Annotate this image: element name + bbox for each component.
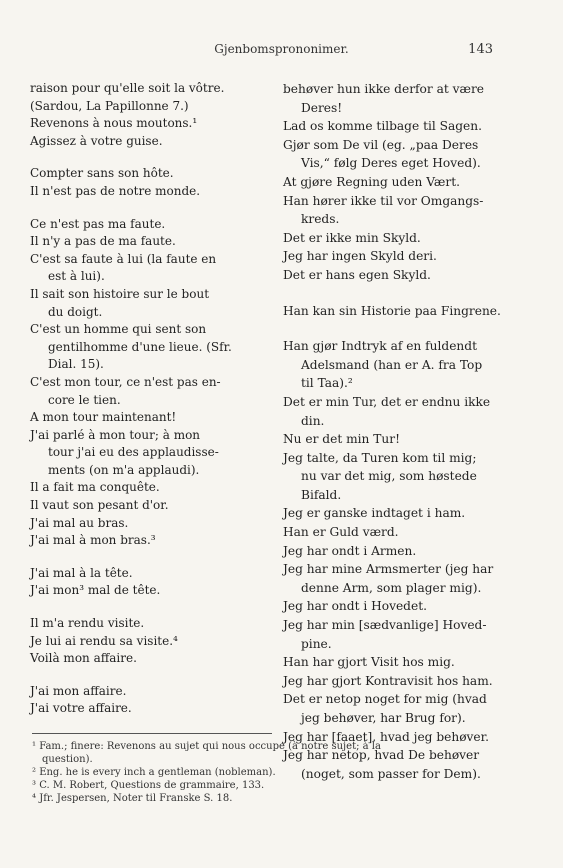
danish-translation-line: Gjør som De vil (eg. „paa Deres: [283, 137, 479, 152]
french-phrase-line: A mon tour maintenant!: [30, 410, 177, 425]
footnote-line: ² Eng. he is every inch a gentleman (nobleman).: [32, 767, 276, 778]
danish-translation-line: Nu er det min Tur!: [283, 432, 400, 447]
french-phrase-line: Il n'est pas de notre monde.: [30, 183, 201, 198]
french-phrase-line: Il a fait ma conquête.: [30, 480, 160, 495]
danish-translation-line: din.: [301, 413, 325, 428]
danish-translation-line: Jeg har gjort Kontravisit hos ham.: [283, 673, 493, 688]
danish-translation-line: Adelsmand (han er A. fra Top: [301, 357, 483, 372]
french-phrase-line: est à lui).: [48, 269, 105, 284]
french-phrase-line: gentilhomme d'une lieue. (Sfr.: [48, 339, 232, 354]
danish-translation-line: (noget, som passer for Dem).: [301, 766, 481, 781]
danish-translation-line: til Taa).²: [301, 376, 353, 391]
danish-translation-line: Deres!: [301, 100, 343, 115]
french-phrase-line: Il n'y a pas de ma faute.: [30, 234, 176, 249]
danish-translation-line: Det er netop noget for mig (hvad: [283, 692, 487, 707]
stanza-gap: [283, 320, 529, 337]
danish-translation-line: Jeg talte, da Turen kom til mig;: [283, 450, 477, 465]
french-phrase-line: Ce n'est pas ma faute.: [30, 216, 166, 231]
french-column: [30, 80, 266, 718]
french-phrase-line: Revenons à nous moutons.¹: [30, 116, 198, 131]
danish-translation-line: Jeg har ondt i Hovedet.: [283, 599, 427, 614]
footnote-line: ³ C. M. Robert, Questions de grammaire, 133.: [32, 780, 265, 791]
danish-translation-line: Lad os komme tilbage til Sagen.: [283, 119, 482, 134]
danish-translation-line: Jeg har ondt i Armen.: [283, 543, 417, 558]
french-phrase-line: tour j'ai eu des applaudisse-: [48, 445, 219, 460]
danish-translation-line: denne Arm, som plager mig).: [301, 580, 482, 595]
footnotes: [32, 740, 552, 805]
french-phrase-line: C'est mon tour, ce n'est pas en-: [30, 374, 221, 389]
danish-translation-line: Han hører ikke til vor Omgangs-: [283, 193, 484, 208]
french-phrase-line: du doigt.: [48, 304, 103, 319]
footnote-line: question).: [42, 754, 93, 765]
danish-translation-line: Han har gjort Visit hos mig.: [283, 655, 455, 670]
footnote-line: ⁴ Jfr. Jespersen, Noter til Franske S. 18.: [32, 793, 233, 804]
danish-translation-line: jeg behøver, har Brug for).: [301, 711, 466, 725]
danish-translation-line: Jeg har ingen Skyld deri.: [283, 249, 437, 264]
french-phrase-line: C'est sa faute à lui (la faute en: [30, 251, 217, 266]
danish-translation-line: nu var det mig, som høstede: [301, 469, 477, 484]
danish-translation-line: Jeg har mine Armsmerter (jeg har: [283, 562, 494, 577]
french-phrase-line: J'ai mal à mon bras.³: [30, 533, 156, 548]
french-phrase-line: Agissez à votre guise.: [30, 133, 163, 148]
danish-translation-line: pine.: [301, 636, 332, 651]
french-phrase-line: core le tien.: [48, 392, 121, 407]
page-number: 143: [468, 42, 493, 57]
danish-translation-line: Det er min Tur, det er endnu ikke: [283, 394, 491, 409]
french-phrase-line: Je lui ai rendu sa visite.⁴: [30, 633, 178, 648]
french-phrase-line: J'ai mal au bras.: [30, 515, 129, 530]
danish-translation-line: At gjøre Regning uden Vært.: [283, 174, 460, 189]
french-phrase-line: Il m'a rendu visite.: [30, 616, 145, 631]
danish-translation-line: Han gjør Indtryk af en fuldendt: [283, 339, 477, 354]
stanza-gap: [30, 668, 266, 683]
danish-translation-line: Vis,“ følg Deres eget Hoved).: [301, 156, 481, 171]
french-phrase-line: raison pour qu'elle soit la vôtre.: [30, 81, 225, 95]
danish-translation-line: kreds.: [301, 212, 340, 227]
danish-translation-line: Bifald.: [301, 487, 342, 502]
french-phrase-line: J'ai mal à la tête.: [30, 565, 133, 580]
danish-translation-line: Jeg har [faaet], hvad jeg behøver.: [283, 729, 490, 744]
french-phrase-line: C'est un homme qui sent son: [30, 322, 207, 337]
stanza-gap: [30, 150, 266, 165]
french-phrase-line: Dial. 15).: [48, 357, 104, 372]
danish-translation-line: behøver hun ikke derfor at være: [283, 82, 484, 96]
french-phrase-line: J'ai mon³ mal de tête.: [30, 583, 161, 598]
danish-translation-line: Det er ikke min Skyld.: [283, 230, 421, 245]
danish-column: [283, 80, 529, 783]
danish-translation-line: Det er hans egen Skyld.: [283, 267, 431, 282]
stanza-gap: [30, 550, 266, 565]
french-phrase-line: ments (on m'a applaudi).: [48, 462, 200, 477]
danish-translation-line: Jeg har netop, hvad De behøver: [283, 748, 480, 763]
stanza-gap: [30, 201, 266, 216]
french-phrase-line: J'ai votre affaire.: [30, 701, 132, 716]
french-phrase-line: Compter sans son hôte.: [30, 166, 174, 181]
running-header: [0, 42, 563, 62]
french-phrase-line: Il vaut son pesant d'or.: [30, 498, 169, 513]
footnote-rule: [32, 733, 272, 734]
danish-translation-line: Jeg har min [sædvanlige] Hoved-: [283, 618, 487, 633]
french-phrase-line: Il sait son histoire sur le bout: [30, 286, 210, 301]
french-phrase-line: Voilà mon affaire.: [30, 651, 137, 666]
danish-translation-line: Han kan sin Historie paa Fingrene.: [283, 303, 501, 318]
stanza-gap: [283, 285, 529, 302]
danish-translation-line: Han er Guld værd.: [283, 525, 399, 540]
french-phrase-line: (Sardou, La Papillonne 7.): [30, 98, 189, 113]
french-phrase-line: J'ai parlé à mon tour; à mon: [30, 427, 201, 442]
running-title: Gjenbomsprononimer.: [214, 42, 349, 56]
french-phrase-line: J'ai mon affaire.: [30, 683, 127, 698]
footnote-line: ¹ Fam.; finere: Revenons au sujet qui nous occupe (à notre sujet; à la: [32, 741, 381, 752]
danish-translation-line: Jeg er ganske indtaget i ham.: [283, 506, 466, 521]
stanza-gap: [30, 600, 266, 615]
